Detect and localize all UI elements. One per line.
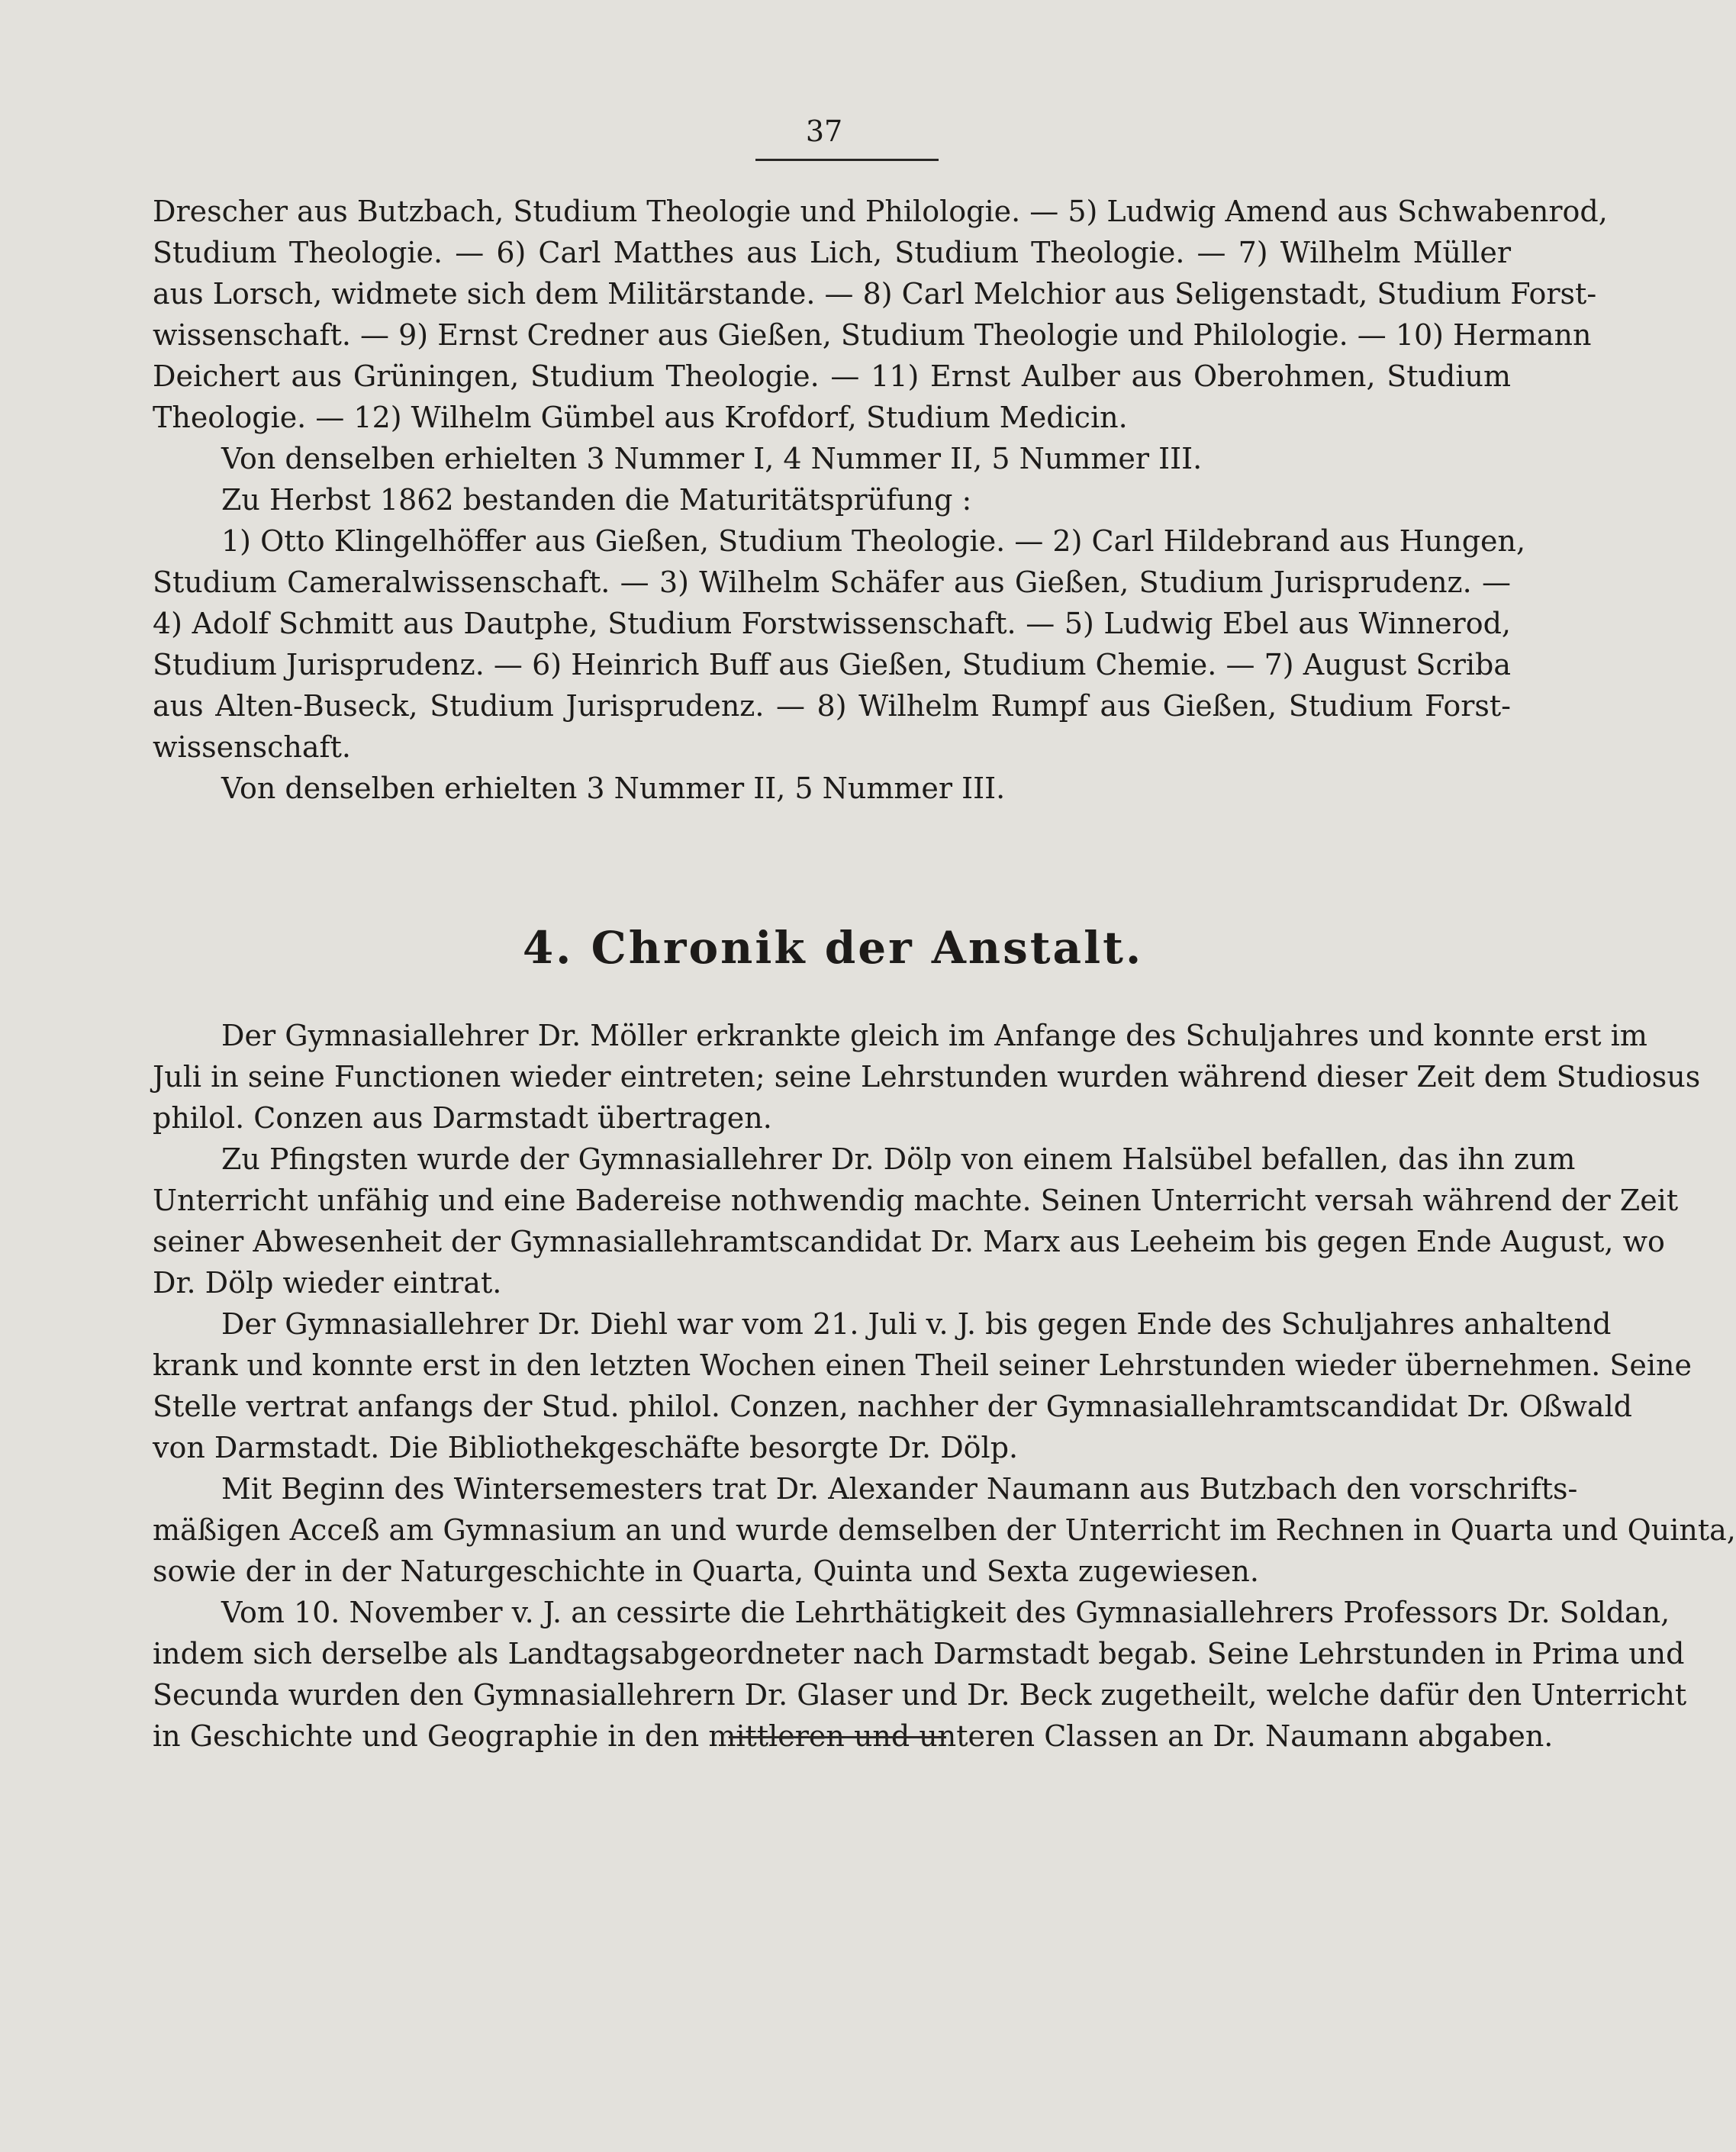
text-line: 1) Otto Klingelhöffer aus Gießen, Studium Theologie. — 2) Carl Hildebrand aus Hungen, — [221, 524, 1526, 558]
header-rule — [755, 159, 939, 161]
text-line: Der Gymnasiallehrer Dr. Diehl war vom 21. Juli v. J. bis gegen Ende des Schuljahres anhaltend — [221, 1307, 1612, 1341]
maturity-results-section — [153, 191, 1608, 809]
text-line: Theologie. — 12) Wilhelm Gümbel aus Krofdorf, Studium Medicin. — [153, 401, 1128, 434]
grade-summary: Von denselben erhielten 3 Nummer II, 5 Nummer III. — [221, 772, 1006, 805]
page-number: 37 — [805, 114, 843, 148]
closing-rule — [729, 1736, 946, 1738]
text-line: Unterricht unfähig und eine Badereise nothwendig machte. Seinen Unterricht versah während der Zeit — [153, 1184, 1679, 1217]
chronicle-section — [153, 1015, 1736, 1757]
text-line: Zu Pfingsten wurde der Gymnasiallehrer Dr. Dölp von einem Halsübel befallen, das ihn zum — [221, 1142, 1576, 1176]
text-line: aus Alten-Buseck, Studium Jurisprudenz. — 8) Wilhelm Rumpf aus Gießen, Studium Forst- — [153, 689, 1511, 723]
text-line: indem sich derselbe als Landtagsabgeordneter nach Darmstadt begab. Seine Lehrstunden in Prima und — [153, 1637, 1685, 1670]
text-line: Studium Jurisprudenz. — 6) Heinrich Buff aus Gießen, Studium Chemie. — 7) August Scriba — [153, 648, 1511, 681]
text-line: Studium Cameralwissenschaft. — 3) Wilhelm Schäfer aus Gießen, Studium Jurisprudenz. — — [153, 565, 1511, 599]
text-line: Juli in seine Functionen wieder eintreten; seine Lehrstunden wurden während dieser Zeit dem Studiosus — [153, 1060, 1701, 1094]
text-line: Mit Beginn des Wintersemesters trat Dr. Alexander Naumann aus Butzbach den vorschrifts- — [221, 1472, 1578, 1506]
text-line: von Darmstadt. Die Bibliothekgeschäfte besorgte Dr. Dölp. — [153, 1431, 1019, 1464]
text-line: Secunda wurden den Gymnasiallehrern Dr. Glaser und Dr. Beck zugetheilt, welche dafür den Unterricht — [153, 1678, 1687, 1712]
text-line: aus Lorsch, widmete sich dem Militärstande. — 8) Carl Melchior aus Seligenstadt, Studium Forst- — [153, 277, 1597, 311]
text-line: sowie der in der Naturgeschichte in Quarta, Quinta und Sexta zugewiesen. — [153, 1554, 1259, 1588]
autumn-intro: Zu Herbst 1862 bestanden die Maturitätsprüfung : — [221, 483, 972, 517]
text-line: in Geschichte und Geographie in den mittleren und unteren Classen an Dr. Naumann abgaben. — [153, 1719, 1554, 1753]
text-line: krank und konnte erst in den letzten Wochen einen Theil seiner Lehrstunden wieder übernehmen. Seine — [153, 1348, 1692, 1382]
text-line: wissenschaft. — [153, 730, 351, 764]
text-line: seiner Abwesenheit der Gymnasiallehramtscandidat Dr. Marx aus Leeheim bis gegen Ende August, wo — [153, 1225, 1665, 1258]
text-line: Drescher aus Butzbach, Studium Theologie und Philologie. — 5) Ludwig Amend aus Schwabenrod, — [153, 195, 1608, 228]
text-line: 4) Adolf Schmitt aus Dautphe, Studium Forstwissenschaft. — 5) Ludwig Ebel aus Winnerod, — [153, 607, 1511, 640]
text-line: Stelle vertrat anfangs der Stud. philol. Conzen, nachher der Gymnasiallehramtscandidat Dr. Oßwald — [153, 1390, 1633, 1423]
text-line: Deichert aus Grüningen, Studium Theologie. — 11) Ernst Aulber aus Oberohmen, Studium — [153, 359, 1511, 393]
text-line: Der Gymnasiallehrer Dr. Möller erkrankte gleich im Anfange des Schuljahres und konnte erst im — [221, 1019, 1647, 1052]
text-line: Dr. Dölp wieder eintrat. — [153, 1266, 502, 1300]
section-heading: 4. Chronik der Anstalt. — [522, 922, 1144, 974]
text-line: Studium Theologie. — 6) Carl Matthes aus Lich, Studium Theologie. — 7) Wilhelm Müller — [153, 236, 1511, 269]
grade-summary: Von denselben erhielten 3 Nummer I, 4 Nummer II, 5 Nummer III. — [221, 442, 1203, 475]
text-line: wissenschaft. — 9) Ernst Credner aus Gießen, Studium Theologie und Philologie. — 10) Hermann — [153, 318, 1592, 352]
text-line: philol. Conzen aus Darmstadt übertragen. — [153, 1101, 772, 1135]
text-line: mäßigen Acceß am Gymnasium an und wurde demselben der Unterricht im Rechnen in Quarta und Quinta, — [153, 1513, 1736, 1547]
text-line: Vom 10. November v. J. an cessirte die Lehrthätigkeit des Gymnasiallehrers Professors Dr. Soldan, — [221, 1596, 1670, 1629]
